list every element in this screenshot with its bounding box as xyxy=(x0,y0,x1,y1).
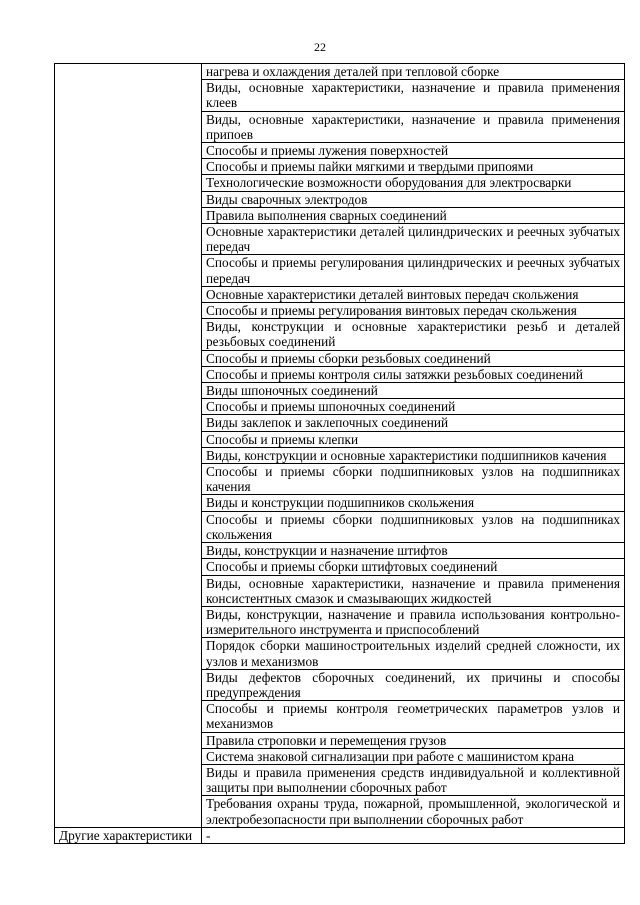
requirement-item: Виды и конструкции подшипников скольжения xyxy=(202,495,625,511)
requirement-item: Способы и приемы сборки подшипниковых узлов на подшипниках скольжения xyxy=(202,511,625,542)
other-characteristics-label: Другие характеристики xyxy=(55,827,202,843)
other-characteristics-row xyxy=(55,827,625,843)
requirement-item: Способы и приемы контроля силы затяжки резьбовых соединений xyxy=(202,366,625,382)
requirement-item: Виды, основные характеристики, назначение и правила применения консистентных смазок и смазывающих жидкостей xyxy=(202,575,625,606)
requirement-item: Требования охраны труда, пожарной, промышленной, экологической и электробезопасности при выполнении сборочных работ xyxy=(202,796,625,827)
requirement-item: Виды, конструкции и основные характеристики подшипников качения xyxy=(202,447,625,463)
requirement-item: Виды сварочных электродов xyxy=(202,191,625,207)
requirement-item: Виды дефектов сборочных соединений, их причины и способы предупреждения xyxy=(202,669,625,700)
requirement-item: Способы и приемы клепки xyxy=(202,431,625,447)
requirement-item: Способы и приемы лужения поверхностей xyxy=(202,143,625,159)
requirement-item: Виды, конструкции и основные характеристики резьб и деталей резьбовых соединений xyxy=(202,319,625,350)
requirement-item: Основные характеристики деталей винтовых передач скольжения xyxy=(202,286,625,302)
requirement-item: Способы и приемы сборки резьбовых соединений xyxy=(202,350,625,366)
table-row xyxy=(55,64,625,80)
requirements-table xyxy=(54,63,625,844)
requirement-item: Правила строповки и перемещения грузов xyxy=(202,732,625,748)
requirement-item: Способы и приемы сборки подшипниковых узлов на подшипниках качения xyxy=(202,464,625,495)
other-characteristics-value: - xyxy=(202,827,625,843)
empty-label-cell xyxy=(55,64,202,828)
requirement-item: нагрева и охлаждения деталей при тепловой сборке xyxy=(202,64,625,80)
table-body xyxy=(55,64,625,844)
requirement-item: Основные характеристики деталей цилиндрических и реечных зубчатых передач xyxy=(202,224,625,255)
requirement-item: Виды, конструкции, назначение и правила использования контрольно-измерительного инструмента и приспособлений xyxy=(202,606,625,637)
requirement-item: Виды заклепок и заклепочных соединений xyxy=(202,415,625,431)
requirement-item: Виды и правила применения средств индивидуальной и коллективной защиты при выполнении сборочных работ xyxy=(202,764,625,795)
requirement-item: Виды, основные характеристики, назначение и правила применения клеев xyxy=(202,80,625,111)
requirement-item: Способы и приемы контроля геометрических параметров узлов и механизмов xyxy=(202,701,625,732)
requirement-item: Виды шпоночных соединений xyxy=(202,383,625,399)
requirement-item: Способы и приемы пайки мягкими и твердыми припоями xyxy=(202,159,625,175)
requirement-item: Способы и приемы шпоночных соединений xyxy=(202,399,625,415)
requirement-item: Правила выполнения сварных соединений xyxy=(202,207,625,223)
requirement-item: Способы и приемы сборки штифтовых соединений xyxy=(202,559,625,575)
requirement-item: Виды, основные характеристики, назначение и правила применения припоев xyxy=(202,111,625,142)
page-number: 22 xyxy=(314,40,326,54)
requirement-item: Система знаковой сигнализации при работе с машинистом крана xyxy=(202,748,625,764)
requirement-item: Способы и приемы регулирования винтовых передач скольжения xyxy=(202,303,625,319)
requirement-item: Способы и приемы регулирования цилиндрических и реечных зубчатых передач xyxy=(202,255,625,286)
requirement-item: Технологические возможности оборудования для электросварки xyxy=(202,175,625,191)
requirement-item: Порядок сборки машиностроительных изделий средней сложности, их узлов и механизмов xyxy=(202,638,625,669)
requirement-item: Виды, конструкции и назначение штифтов xyxy=(202,543,625,559)
